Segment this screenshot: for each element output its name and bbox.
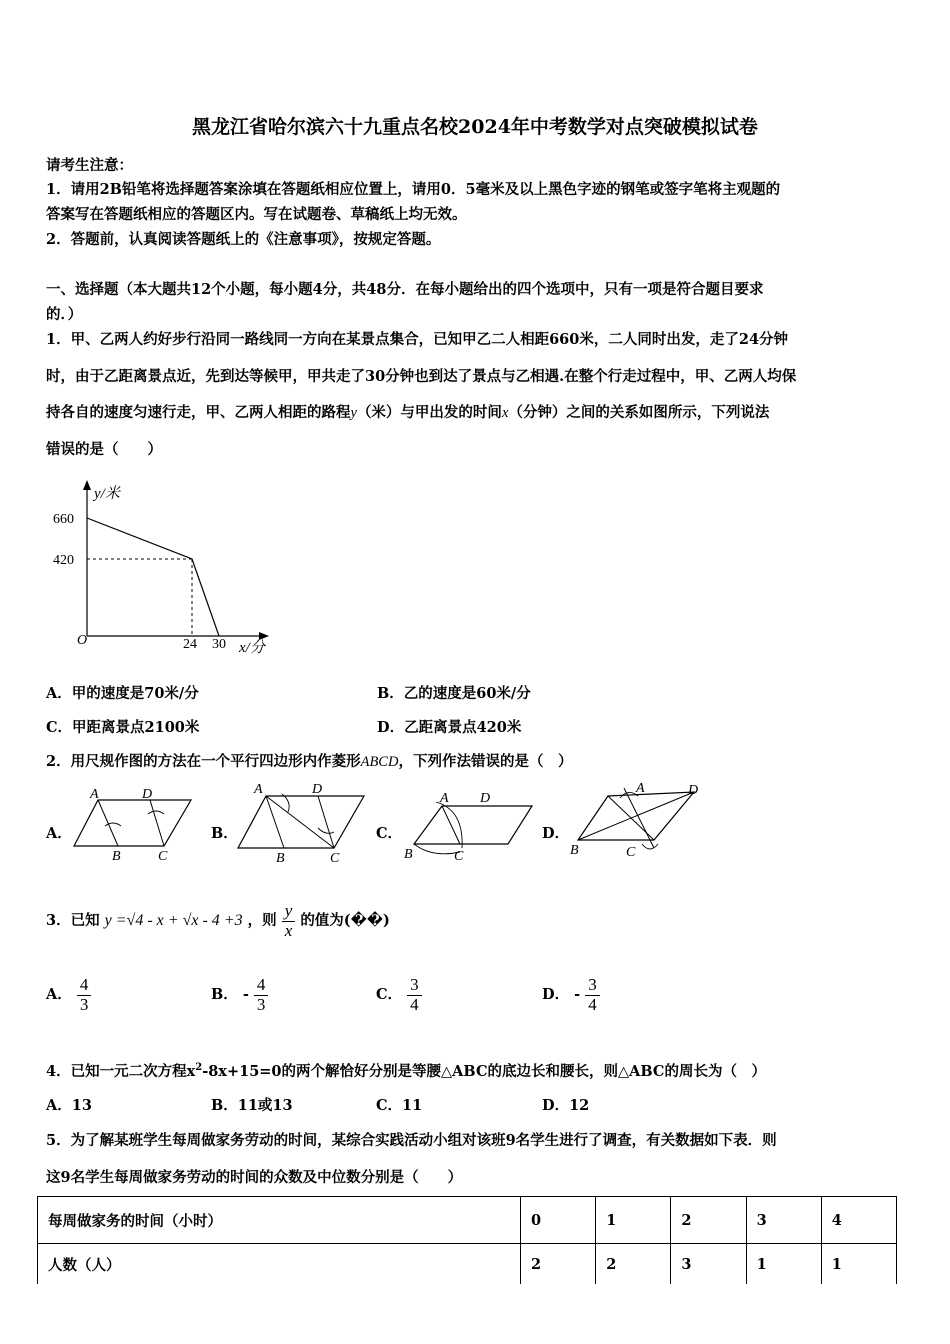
q1-line-3a: 持各自的速度匀速行走，甲、乙两人相距的路程 <box>46 404 351 421</box>
q2-label-a: A． <box>46 825 72 842</box>
q2-figure-c <box>402 788 536 866</box>
section-heading: 一、选择题（本大题共12个小题，每小题4分，共48分．在每小题给出的四个选项中，只有一项是符合题目要求 <box>46 281 764 298</box>
q3-stem <box>46 902 390 940</box>
q2b-point-a: A <box>254 782 263 797</box>
q3-frac-num: y <box>284 901 293 920</box>
q3-frac-den: x <box>282 921 296 941</box>
q1-line-1: 1．甲、乙两人约好步行沿同一路线同一方向在某景点集合，已知甲乙二人相距660米，二人同时出发，走了24分钟 <box>46 331 789 348</box>
q1-var-x: x <box>501 405 509 421</box>
q3-option-b <box>211 976 268 1014</box>
table-header-cell: 人数（人） <box>38 1244 521 1285</box>
q3-fraction <box>282 902 296 940</box>
q2b-point-b: B <box>276 851 285 864</box>
section-heading-cont: 的．） <box>46 306 83 323</box>
page-title: 黑龙江省哈尔滨六十九重点名校2024年中考数学对点突破模拟试卷 <box>192 116 758 138</box>
graph-y-label: y/米 <box>94 486 120 502</box>
graph-x-label: x/分 <box>239 640 265 656</box>
q1-line-4: 错误的是（ ） <box>46 441 162 458</box>
table-cell: 0 <box>521 1197 596 1244</box>
q2-stem-var: ABCD <box>360 754 399 770</box>
q1-var-y: y <box>350 405 357 421</box>
q2-figure-b <box>234 778 368 864</box>
notice-line-3: 2．答题前，认真阅读答题纸上的《注意事项》，按规定答题。 <box>46 231 441 248</box>
q3-option-b-label: B． <box>211 986 238 1004</box>
q2-figure-d <box>568 778 708 864</box>
q3-option-d <box>542 976 600 1014</box>
q3-mid: ，则 <box>247 912 277 930</box>
q5-table <box>37 1196 897 1284</box>
q3-b-num: 4 <box>256 975 266 994</box>
graph-y-tick-660: 660 <box>53 512 74 527</box>
q3-suffix: 的值为(��) <box>300 912 390 930</box>
q4-stem-b: -8x+15=0的两个解恰好分别是等腰△ABC的底边长和腰长，则△ABC的周长为（ ） <box>202 1063 766 1080</box>
q1-line-3b: （米）与甲出发的时间 <box>356 404 502 421</box>
q4-option-b: B．11或13 <box>211 1097 293 1114</box>
q3-a-den: 3 <box>77 995 92 1015</box>
q5-line-2: 这9名学生每周做家务劳动的时间的众数及中位数分别是（ ） <box>46 1169 463 1186</box>
q3-option-d-frac <box>585 976 600 1014</box>
notice-line-2: 答案写在答题纸相应的答题区内。写在试题卷、草稿纸上均无效。 <box>46 206 467 223</box>
q2-stem <box>46 750 572 771</box>
q5-line-1: 5．为了解某班学生每周做家务劳动的时间，某综合实践活动小组对该班9名学生进行了调查，有关数据如下表．则 <box>46 1132 777 1149</box>
q3-b-den: 3 <box>254 995 269 1015</box>
q4-sup: 2 <box>195 1062 203 1074</box>
q4-option-c: C．11 <box>376 1097 423 1114</box>
q2-label-b: B． <box>211 825 238 842</box>
table-cell: 2 <box>671 1197 746 1244</box>
table-row <box>38 1244 897 1285</box>
q2b-point-c: C <box>330 851 340 864</box>
q2d-point-d: D <box>688 783 699 798</box>
q3-option-d-label: D． <box>542 986 570 1004</box>
q2c-point-b: B <box>404 847 413 862</box>
q3-option-a-frac <box>77 976 92 1014</box>
q2c-point-a: A <box>440 791 449 806</box>
q1-option-a: A．甲的速度是70米/分 <box>46 685 199 702</box>
q4-option-a: A．13 <box>46 1097 92 1114</box>
q1-option-d: D．乙距离景点420米 <box>377 719 522 736</box>
notice-line-1: 1．请用2B铅笔将选择题答案涂填在答题纸相应位置上，请用0．5毫米及以上黑色字迹的钢笔或签字笔将主观题的 <box>46 181 781 198</box>
q2a-point-c: C <box>158 849 168 864</box>
table-cell: 1 <box>596 1197 671 1244</box>
q3-option-a <box>46 976 91 1014</box>
q2a-point-a: A <box>90 787 99 802</box>
table-cell: 3 <box>671 1244 746 1285</box>
table-cell: 1 <box>821 1244 896 1285</box>
q1-option-c: C．甲距离景点2100米 <box>46 719 200 736</box>
q1-line-3c: （分钟）之间的关系如图所示，下列说法 <box>508 404 770 421</box>
q3-prefix: 3．已知 <box>46 912 100 930</box>
q3-option-b-sign: - <box>242 986 249 1004</box>
table-cell: 2 <box>596 1244 671 1285</box>
q2b-point-d: D <box>312 782 323 797</box>
q4-stem-a: 4．已知一元二次方程x <box>46 1063 196 1080</box>
q3-d-num: 3 <box>588 975 597 994</box>
q1-line-3 <box>46 401 769 422</box>
q2-stem-a: 2．用尺规作图的方法在一个平行四边形内作菱形 <box>46 753 361 770</box>
graph-x-tick-30: 30 <box>212 637 226 652</box>
q3-c-num: 3 <box>410 975 419 994</box>
q3-option-c-label: C． <box>376 986 403 1004</box>
q1-line-2: 时，由于乙距离景点近，先到达等候甲，甲共走了30分钟也到达了景点与乙相遇.在整个行走过程中，甲、乙两人均保 <box>46 368 797 385</box>
graph-origin: O <box>77 633 88 648</box>
q3-c-den: 4 <box>407 995 422 1015</box>
q2d-point-a: A <box>636 781 645 796</box>
notice-heading: 请考生注意： <box>46 157 133 174</box>
q3-d-den: 4 <box>585 995 600 1015</box>
q2d-point-c: C <box>626 845 636 860</box>
q2c-point-c: C <box>454 849 464 864</box>
q3-formula: y =√4 - x + √x - 4 +3 <box>104 912 243 930</box>
q2d-point-b: B <box>570 843 579 858</box>
q4-option-d: D．12 <box>542 1097 590 1114</box>
q2a-point-b: B <box>112 849 121 864</box>
q4-stem <box>46 1060 766 1081</box>
graph-x-tick-24: 24 <box>183 637 197 652</box>
table-row <box>38 1197 897 1244</box>
q2-label-d: D． <box>542 825 570 842</box>
q3-option-b-frac <box>254 976 269 1014</box>
table-cell: 1 <box>746 1244 821 1285</box>
q1-graph <box>45 478 285 660</box>
q2-figure-a <box>68 784 194 864</box>
q3-option-a-label: A． <box>46 986 72 1004</box>
table-cell: 2 <box>521 1244 596 1285</box>
table-cell: 4 <box>821 1197 896 1244</box>
q2-label-c: C． <box>376 825 403 842</box>
q3-option-c-frac <box>407 976 422 1014</box>
table-cell: 3 <box>746 1197 821 1244</box>
q2-stem-b: ，下列作法错误的是（ ） <box>398 753 573 770</box>
q2c-point-d: D <box>480 791 491 806</box>
q3-option-d-sign: - <box>574 986 581 1004</box>
table-header-cell: 每周做家务的时间（小时） <box>38 1197 521 1244</box>
q2a-point-d: D <box>142 787 153 802</box>
q1-option-b: B．乙的速度是60米/分 <box>377 685 531 702</box>
q3-a-num: 4 <box>79 975 89 994</box>
q3-option-c <box>376 976 422 1014</box>
graph-y-tick-420: 420 <box>53 553 74 568</box>
